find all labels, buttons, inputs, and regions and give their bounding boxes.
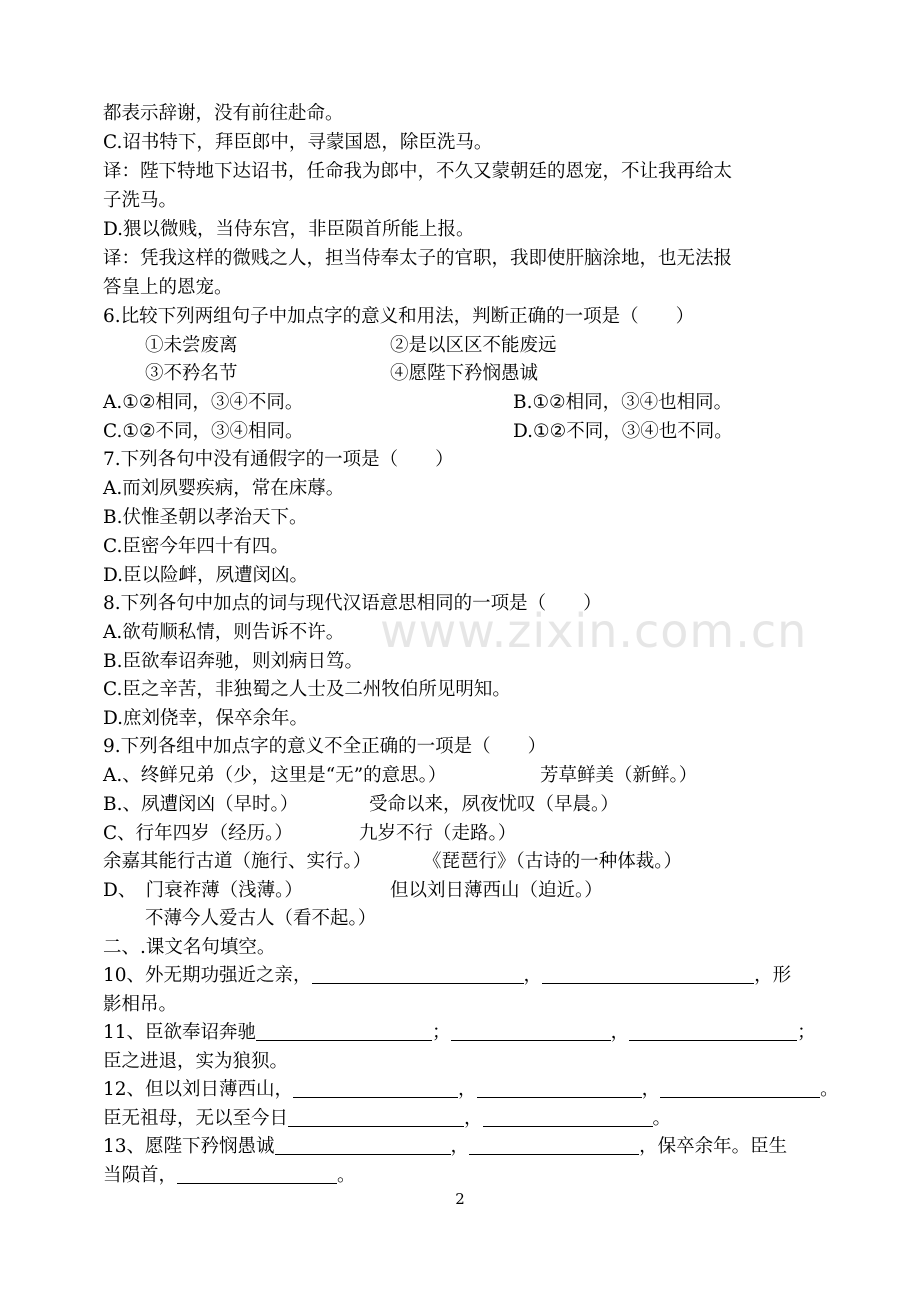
q9-c-item3: 余嘉其能行古道（施行、实行。） (103, 851, 372, 872)
watermark-text: www.zixin.com.cn (380, 604, 808, 658)
q6-sentence-2: ②是以区区不能废远 (390, 335, 557, 356)
question-11 (103, 1019, 843, 1047)
q10-sep: ， (523, 965, 543, 986)
q12-blank-5[interactable] (483, 1108, 653, 1127)
q13-sep: ， (450, 1136, 470, 1157)
q11-blank-2[interactable] (451, 1022, 611, 1041)
q8-option-a: A.欲苟顺私情，则告诉不许。 (103, 622, 345, 643)
q13-blank-3[interactable] (177, 1165, 337, 1184)
question-6: 6.比较下列两组句子中加点字的意义和用法，判断正确的一项是（ ） (103, 306, 695, 327)
q6-sentences-row2 (145, 360, 885, 388)
option-d-text: D.猥以微贱，当侍东宫，非臣陨首所能上报。 (103, 219, 475, 240)
q12-sep1: ， (458, 1079, 477, 1100)
q9-b-item2: 受命以来，夙夜忧叹（早晨。） (369, 794, 619, 815)
translation-line: 答皇上的恩宠。 (103, 277, 233, 298)
q11-cont: 臣之进退，实为狼狈。 (103, 1051, 289, 1072)
q13-text: 13、愿陛下矜悯愚诚 (103, 1136, 275, 1157)
q12-sep2: ， (641, 1079, 661, 1100)
q6-option-d: D.①②不同，③④也不同。 (513, 421, 733, 442)
q12-sep3: ， (464, 1108, 483, 1129)
q11-text: 11、臣欲奉诏奔驰 (103, 1022, 257, 1043)
q7-option-c: C.臣密今年四十有四。 (103, 536, 289, 557)
q9-option-b (103, 791, 843, 819)
q9-c-item4: 《琵琶行》（古诗的一种体裁。） (423, 851, 683, 872)
text-line: 都表示辞谢，没有前往赴命。 (103, 103, 344, 124)
q10-cont: 影相吊。 (103, 994, 178, 1015)
q7-option-a: A.而刘夙婴疾病，常在床蓐。 (103, 478, 345, 499)
q11-sep2: ， (610, 1022, 630, 1043)
q12-blank-1[interactable] (293, 1079, 458, 1098)
translation-line: 译：陛下特地下达诏书，任命我为郎中，不久又蒙朝廷的恩宠，不让我再给太 (103, 161, 733, 182)
q10-text: 10、外无期功强近之亲， (103, 965, 312, 986)
q13-blank-2[interactable] (469, 1136, 639, 1155)
q6-sentence-1: ①未尝废离 (145, 335, 238, 356)
q13-text-2: 当陨首， (103, 1165, 178, 1186)
q12-blank-3[interactable] (660, 1079, 820, 1098)
page-number: 2 (455, 1190, 465, 1208)
q11-blank-3[interactable] (629, 1022, 797, 1041)
q11-blank-1[interactable] (256, 1022, 432, 1041)
q9-b-item1: B.、夙遭闵凶（早时。） (103, 794, 299, 815)
q9-option-d (103, 877, 843, 905)
question-12-cont (103, 1105, 843, 1133)
q6-sentence-4: ④愿陛下矜悯愚诚 (390, 363, 539, 384)
q6-option-c: C.①②不同，③④相同。 (103, 421, 304, 442)
q9-a-item1: A.、终鲜兄弟（少，这里是“无”的意思。） (103, 765, 447, 786)
question-12 (103, 1076, 843, 1104)
question-8: 8.下列各句中加点的词与现代汉语意思相同的一项是（ ） (103, 593, 602, 614)
q10-tail: ，形 (754, 965, 792, 986)
q9-option-c (103, 820, 843, 848)
q9-d-item2: 但以刘日薄西山（迫近。） (390, 880, 603, 901)
option-c-text: C.诏书特下，拜臣郎中，寻蒙国恩，除臣洗马。 (103, 132, 493, 153)
q6-options-row2 (103, 418, 843, 446)
q9-option-a (103, 762, 843, 790)
q8-option-d: D.庶刘侥幸，保卒余年。 (103, 708, 309, 729)
q10-blank-2[interactable] (542, 965, 754, 984)
question-7: 7.下列各句中没有通假字的一项是（ ） (103, 449, 454, 470)
q6-options-row1 (103, 389, 843, 417)
q9-d-item3: 不薄今人爱古人（看不起。） (145, 908, 377, 929)
question-13 (103, 1133, 843, 1161)
q11-sep1: ； (432, 1022, 451, 1043)
q12-text-2: 臣无祖母，无以至今日 (103, 1108, 289, 1129)
q7-option-b: B.伏惟圣朝以孝治天下。 (103, 507, 308, 528)
q10-blank-1[interactable] (312, 965, 524, 984)
section-2-heading: 二、.课文名句填空。 (103, 937, 276, 958)
q12-blank-2[interactable] (477, 1079, 642, 1098)
q6-sentences-row1 (145, 332, 885, 360)
q9-option-c-cont (103, 848, 843, 876)
q6-option-b: B.①②相同，③④也相同。 (513, 392, 733, 413)
q8-option-c: C.臣之辛苦，非独蜀之人士及二州牧伯所见明知。 (103, 679, 511, 700)
q7-option-d: D.臣以险衅，夙遭闵凶。 (103, 565, 309, 586)
q6-option-a: A.①②相同，③④不同。 (103, 392, 304, 413)
q11-sep3: ； (797, 1022, 816, 1043)
q6-sentence-3: ③不矜名节 (145, 363, 238, 384)
q9-c-item2: 九岁不行（走路。） (359, 823, 517, 844)
q8-option-b: B.臣欲奉诏奔驰，则刘病日笃。 (103, 651, 363, 672)
q9-d-item1: D、 门衰祚薄（浅薄。） (103, 880, 303, 901)
q12-end-2: 。 (652, 1108, 672, 1129)
q9-c-item1: C、行年四岁（经历。） (103, 823, 293, 844)
q12-end: 。 (820, 1079, 839, 1100)
q13-blank-1[interactable] (275, 1136, 451, 1155)
q9-a-item2: 芳草鲜美（新鲜。） (540, 765, 698, 786)
translation-line: 译：凭我这样的微贱之人，担当侍奉太子的官职，我即使肝脑涂地，也无法报 (103, 248, 733, 269)
translation-line: 子洗马。 (103, 190, 178, 211)
question-10 (103, 962, 843, 990)
question-9: 9.下列各组中加点字的意义不全正确的一项是（ ） (103, 736, 547, 757)
question-13-cont (103, 1162, 843, 1190)
q13-tail: ，保卒余年。臣生 (639, 1136, 788, 1157)
q13-end: 。 (337, 1165, 356, 1186)
q12-text: 12、但以刘日薄西山， (103, 1079, 294, 1100)
q12-blank-4[interactable] (288, 1108, 464, 1127)
